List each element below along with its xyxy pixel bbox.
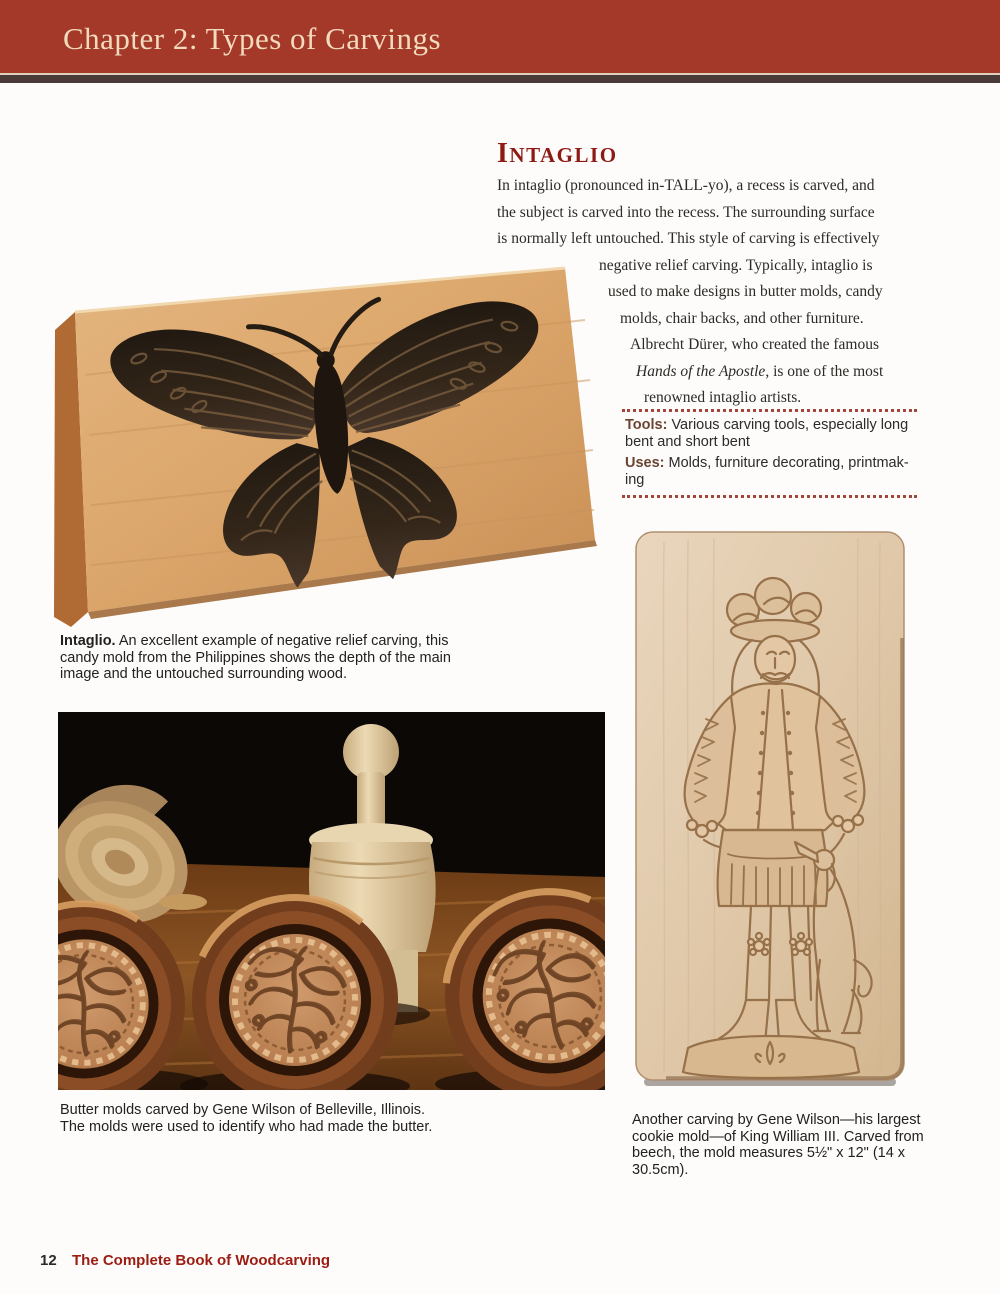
caption-line: Butter molds carved by Gene Wilson of Belleville, Illinois.	[60, 1102, 426, 1118]
caption-line: 30.5cm).	[632, 1161, 689, 1178]
paragraph-line: used to make designs in butter molds, candy	[608, 283, 883, 300]
heading-rest: NTAGLIO	[509, 143, 618, 167]
paragraph-line: negative relief carving. Typically, intaglio is	[599, 256, 873, 274]
uses-text: Molds, furniture decorating, printmak-	[668, 455, 909, 471]
caption-line: The molds were used to identify who had made the butter.	[60, 1118, 433, 1135]
king-mold-photo	[630, 528, 910, 1098]
paragraph-line-rest: , is one of the most	[765, 362, 884, 380]
book-title: The Complete Book of Woodcarving	[72, 1252, 331, 1269]
heading-initial: I	[497, 138, 510, 169]
page-number: 12	[40, 1252, 57, 1269]
butterfly-caption	[60, 633, 490, 683]
king-mold-figure	[630, 528, 910, 1098]
paragraph-line: Albrecht Dürer, who created the famous	[630, 336, 879, 353]
caption-lead: Intaglio.	[60, 633, 116, 649]
caption-line: candy mold from the Philippines shows the depth of the main	[60, 649, 451, 666]
chapter-title: Chapter 2: Types of Carvings	[63, 21, 442, 56]
butter-molds-photo	[58, 712, 605, 1090]
caption-line: Another carving by Gene Wilson—his largest	[632, 1112, 921, 1128]
uses-label: Uses:	[625, 455, 665, 471]
butter-molds-caption	[60, 1102, 520, 1135]
banner-bar	[0, 75, 1000, 83]
uses-text: ing	[625, 472, 645, 488]
chapter-banner	[0, 0, 1000, 73]
king-mold-caption	[632, 1112, 942, 1178]
butterfly-mold-photo	[45, 255, 615, 633]
caption-line: cookie mold—of King William III. Carved from	[632, 1128, 924, 1145]
section-heading	[497, 138, 618, 170]
paragraph-line: In intaglio (pronounced in-TALL-yo), a recess is carved, and	[497, 177, 875, 194]
paragraph-line: molds, chair backs, and other furniture.	[620, 309, 864, 327]
butterfly-mold-figure	[45, 255, 615, 633]
butter-molds-figure	[58, 712, 605, 1090]
tools-label: Tools:	[625, 417, 668, 433]
tools-entry	[625, 417, 917, 451]
tools-text: bent and short bent	[625, 434, 750, 450]
tools-uses-info-box	[622, 409, 917, 498]
uses-entry	[625, 455, 917, 489]
caption-line: image and the untouched surrounding wood.	[60, 666, 347, 682]
paragraph-line: is normally left untouched. This style of carving is effectively	[497, 230, 880, 247]
caption-line: beech, the mold measures 5½" x 12" (14 x	[632, 1145, 906, 1161]
paragraph-line: renowned intaglio artists.	[644, 389, 802, 406]
tools-text: Various carving tools, especially long	[671, 417, 909, 433]
paragraph-line: the subject is carved into the recess. The surrounding surface	[497, 203, 875, 221]
butter-powder	[159, 894, 207, 910]
caption-text: An excellent example of negative relief carving, this	[118, 633, 449, 649]
caption-line	[60, 633, 490, 650]
italic-book-title: Hands of the Apostle	[636, 362, 766, 380]
